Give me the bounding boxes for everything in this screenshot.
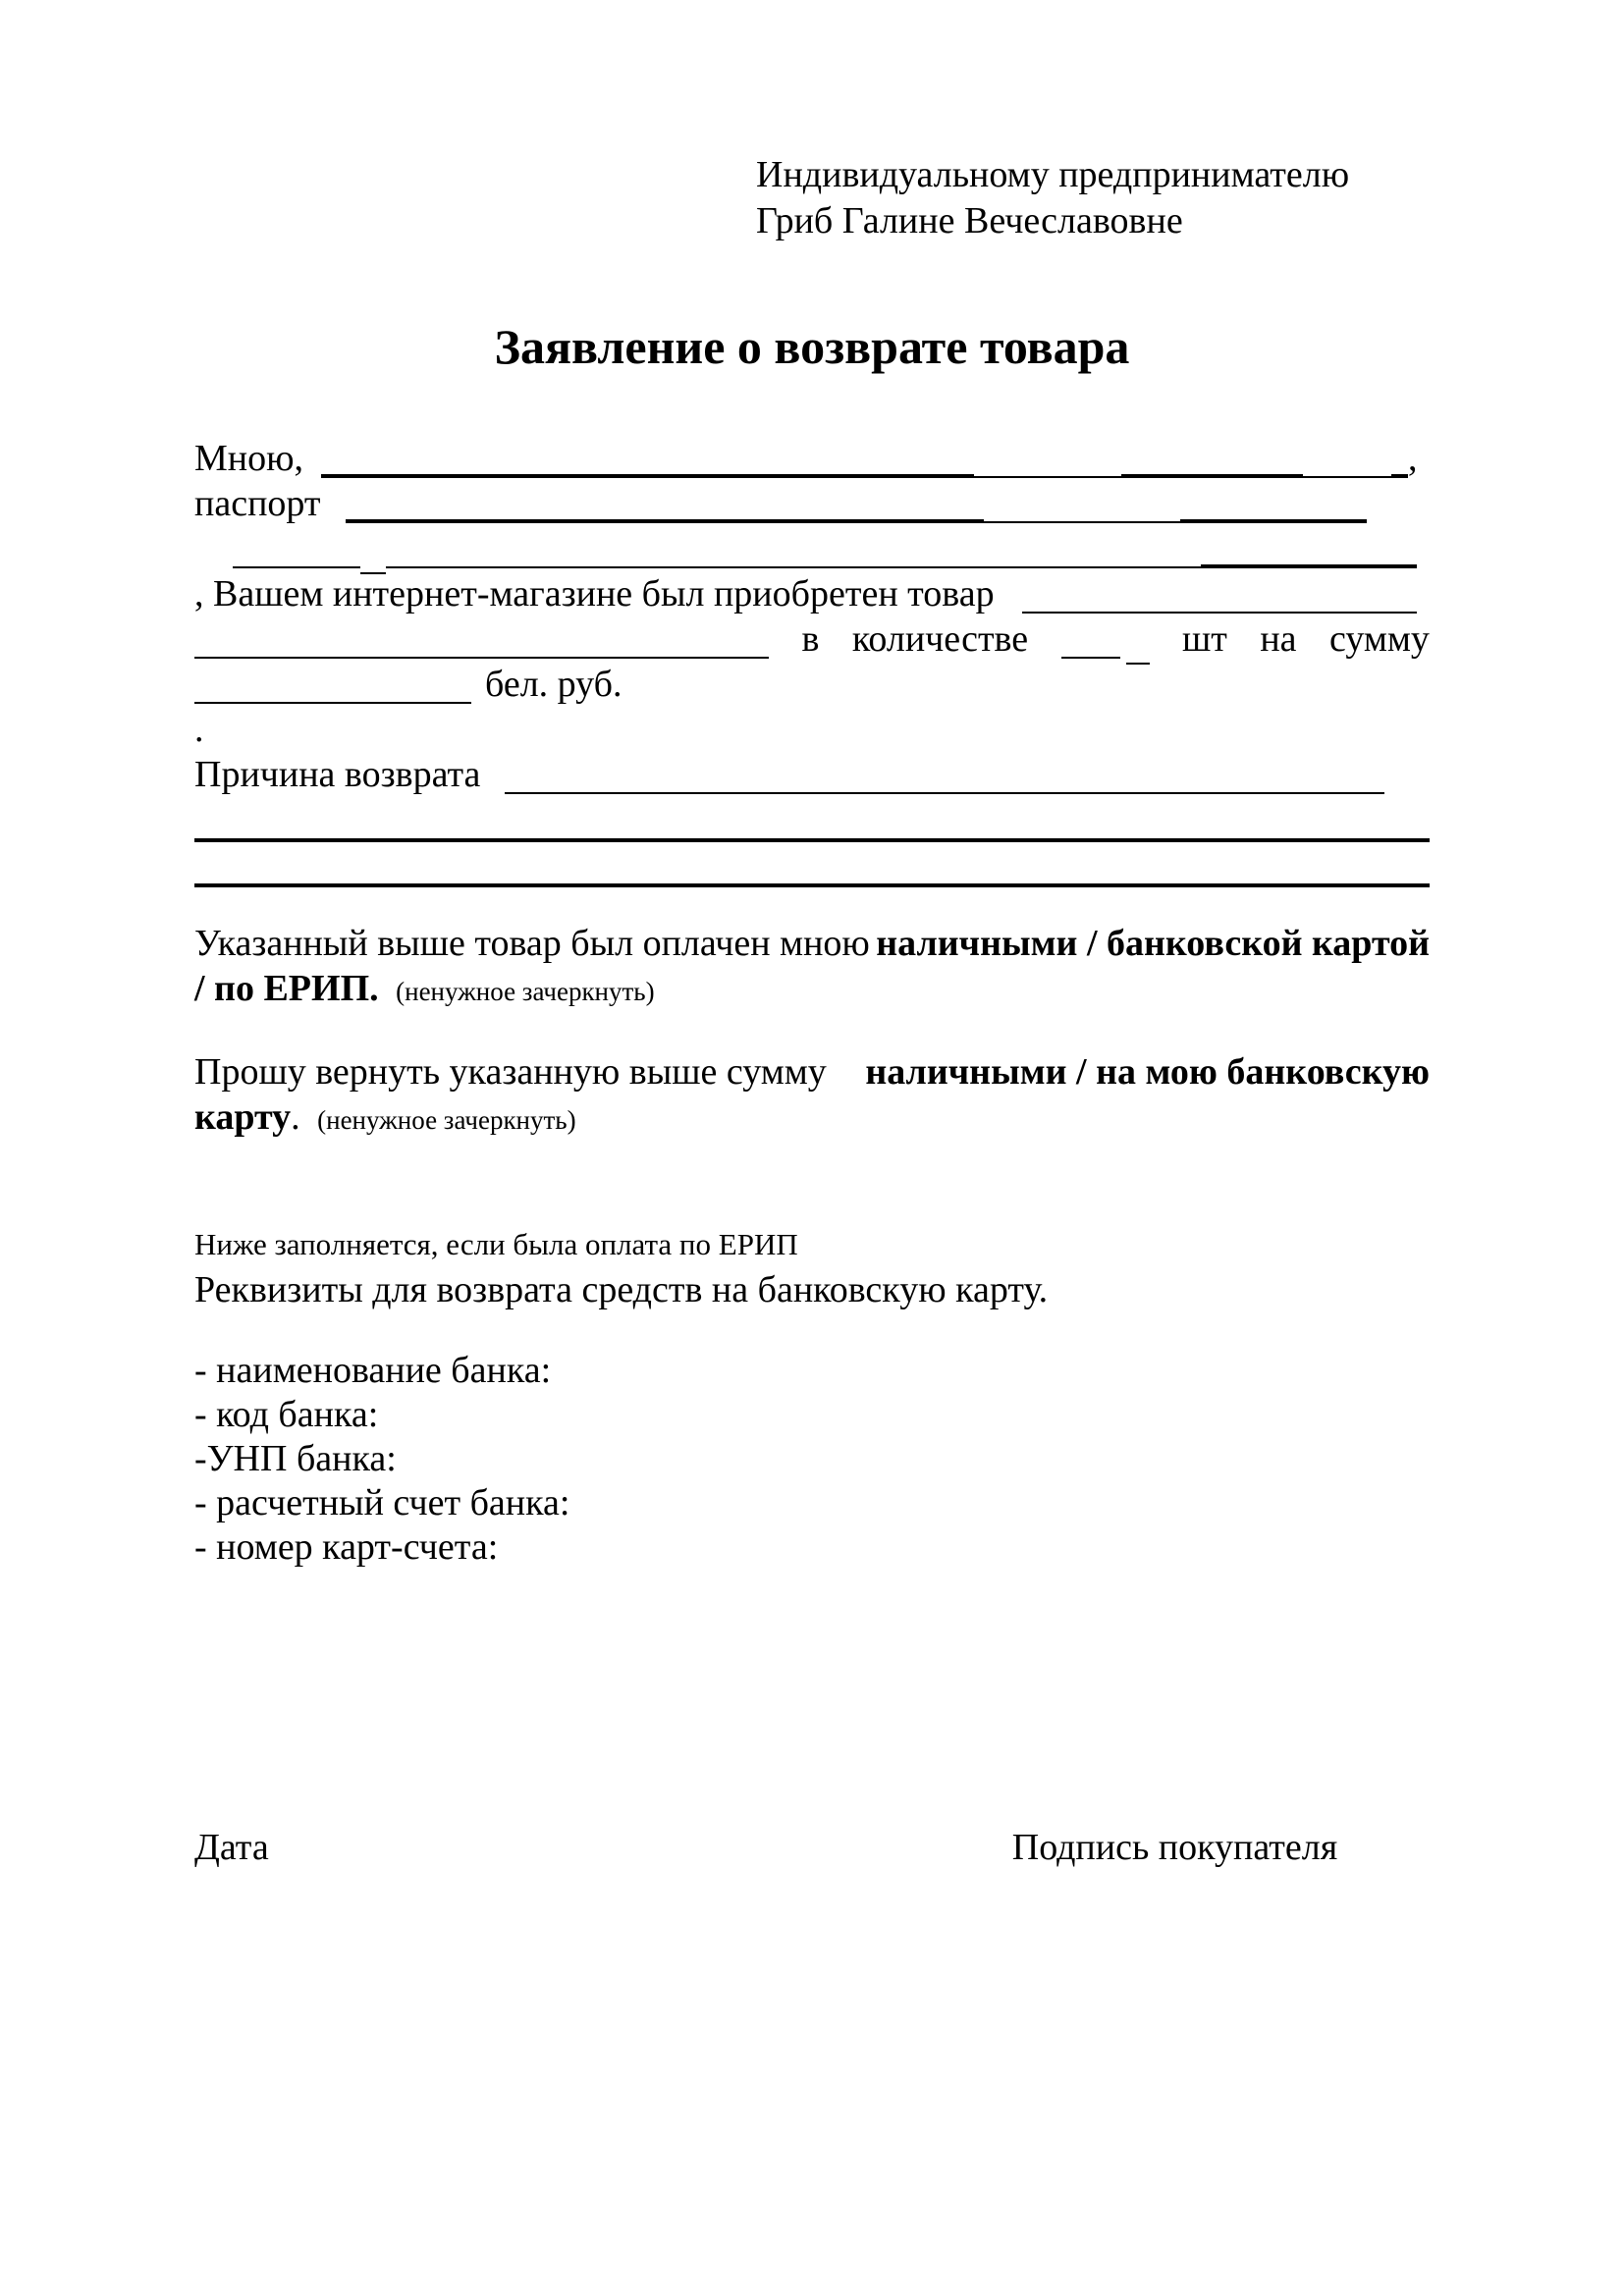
quantity-word: сумму bbox=[1328, 618, 1430, 660]
blank-underline bbox=[233, 566, 360, 568]
blank-underline bbox=[1022, 612, 1417, 614]
line-dot: . bbox=[194, 709, 204, 750]
blank-underline bbox=[505, 792, 1384, 794]
bel-rub-label: бел. руб. bbox=[485, 664, 623, 705]
applicant-paragraph bbox=[194, 436, 1430, 887]
bank-details-list bbox=[194, 1349, 1430, 1570]
blank-underline-row bbox=[194, 842, 1430, 887]
recipient-block bbox=[756, 152, 1430, 244]
purchased-text: , Вашем интернет-магазине был приобретен товар bbox=[194, 573, 995, 614]
date-label: Дата bbox=[194, 1827, 269, 1868]
payment-options-bold: / по ЕРИП. bbox=[194, 968, 379, 1009]
line-passport bbox=[194, 481, 1430, 526]
requisites-heading: Реквизиты для возврата средств на банковскую карту. bbox=[194, 1269, 1049, 1310]
blank-underline bbox=[194, 657, 769, 659]
quantity-blank bbox=[1061, 616, 1150, 662]
refund-options-bold: наличными / на мою банковскую bbox=[865, 1051, 1430, 1093]
reason-label: Причина возврата bbox=[194, 754, 481, 795]
by-me-label: Мною, bbox=[194, 438, 304, 479]
quantity-word: шт bbox=[1182, 618, 1227, 660]
line-purchased bbox=[194, 571, 1430, 616]
blank-underline bbox=[1391, 474, 1408, 478]
list-item: -УНП банка: bbox=[194, 1438, 397, 1479]
recipient-line-2: Гриб Галине Вечеславовне bbox=[756, 200, 1183, 241]
quantity-word: в bbox=[801, 618, 820, 660]
line-reason bbox=[194, 752, 1430, 797]
quantity-word: на bbox=[1260, 618, 1297, 660]
strike-note: (ненужное зачеркнуть) bbox=[317, 1105, 576, 1135]
payment-line-2 bbox=[194, 966, 1430, 1014]
blank-underline bbox=[1180, 519, 1367, 523]
refund-text: Прошу вернуть указанную выше сумму bbox=[194, 1051, 827, 1093]
list-item: - номер карт-счета: bbox=[194, 1526, 499, 1568]
strike-note: (ненужное зачеркнуть) bbox=[396, 977, 655, 1006]
blank-underline bbox=[1121, 474, 1303, 478]
quantity-word: количестве bbox=[851, 618, 1029, 660]
blank-underline-row bbox=[194, 797, 1430, 842]
blank-underline bbox=[1303, 476, 1391, 478]
blank-underline bbox=[984, 521, 1180, 523]
blank-underline bbox=[1126, 663, 1150, 665]
list-item: - расчетный счет банка: bbox=[194, 1482, 570, 1523]
blank-underline bbox=[974, 476, 1121, 478]
document-content bbox=[0, 152, 1624, 1870]
refund-line-2 bbox=[194, 1095, 1430, 1143]
line-quantity bbox=[194, 616, 1430, 662]
line-sum bbox=[194, 662, 1430, 707]
list-item: - код банка: bbox=[194, 1394, 379, 1435]
blank-underline bbox=[1201, 564, 1417, 568]
refund-method-paragraph bbox=[194, 1049, 1430, 1143]
blank-underline bbox=[386, 566, 1201, 568]
blank-underline bbox=[321, 474, 974, 478]
list-item: - наименование банка: bbox=[194, 1350, 552, 1391]
blank-underline bbox=[1061, 657, 1120, 659]
recipient-line-1: Индивидуальному предпринимателю bbox=[756, 154, 1350, 195]
payment-options-bold: наличными / банковской картой bbox=[876, 923, 1430, 964]
blank-underline bbox=[346, 519, 984, 523]
erip-section bbox=[194, 1222, 1430, 1312]
trailing-comma: , bbox=[1408, 438, 1418, 479]
line-blank-continuation bbox=[194, 526, 1430, 571]
signature-label: Подпись покупателя bbox=[1011, 1827, 1338, 1868]
period: . bbox=[291, 1096, 300, 1138]
payment-line-1 bbox=[194, 921, 1430, 966]
blank-underline bbox=[360, 572, 386, 574]
refund-line-1 bbox=[194, 1049, 1430, 1095]
payment-text: Указанный выше товар был оплачен мною bbox=[194, 923, 870, 964]
erip-note: Ниже заполняется, если была оплата по ЕРИП bbox=[194, 1227, 798, 1261]
refund-options-bold: карту bbox=[194, 1096, 292, 1138]
passport-label: паспорт bbox=[194, 483, 321, 524]
line-by-me bbox=[194, 436, 1430, 481]
blank-underline bbox=[194, 702, 471, 704]
signature-row bbox=[194, 1825, 1430, 1870]
document-title: Заявление о возврате товара bbox=[494, 319, 1130, 374]
payment-method-paragraph bbox=[194, 921, 1430, 1014]
